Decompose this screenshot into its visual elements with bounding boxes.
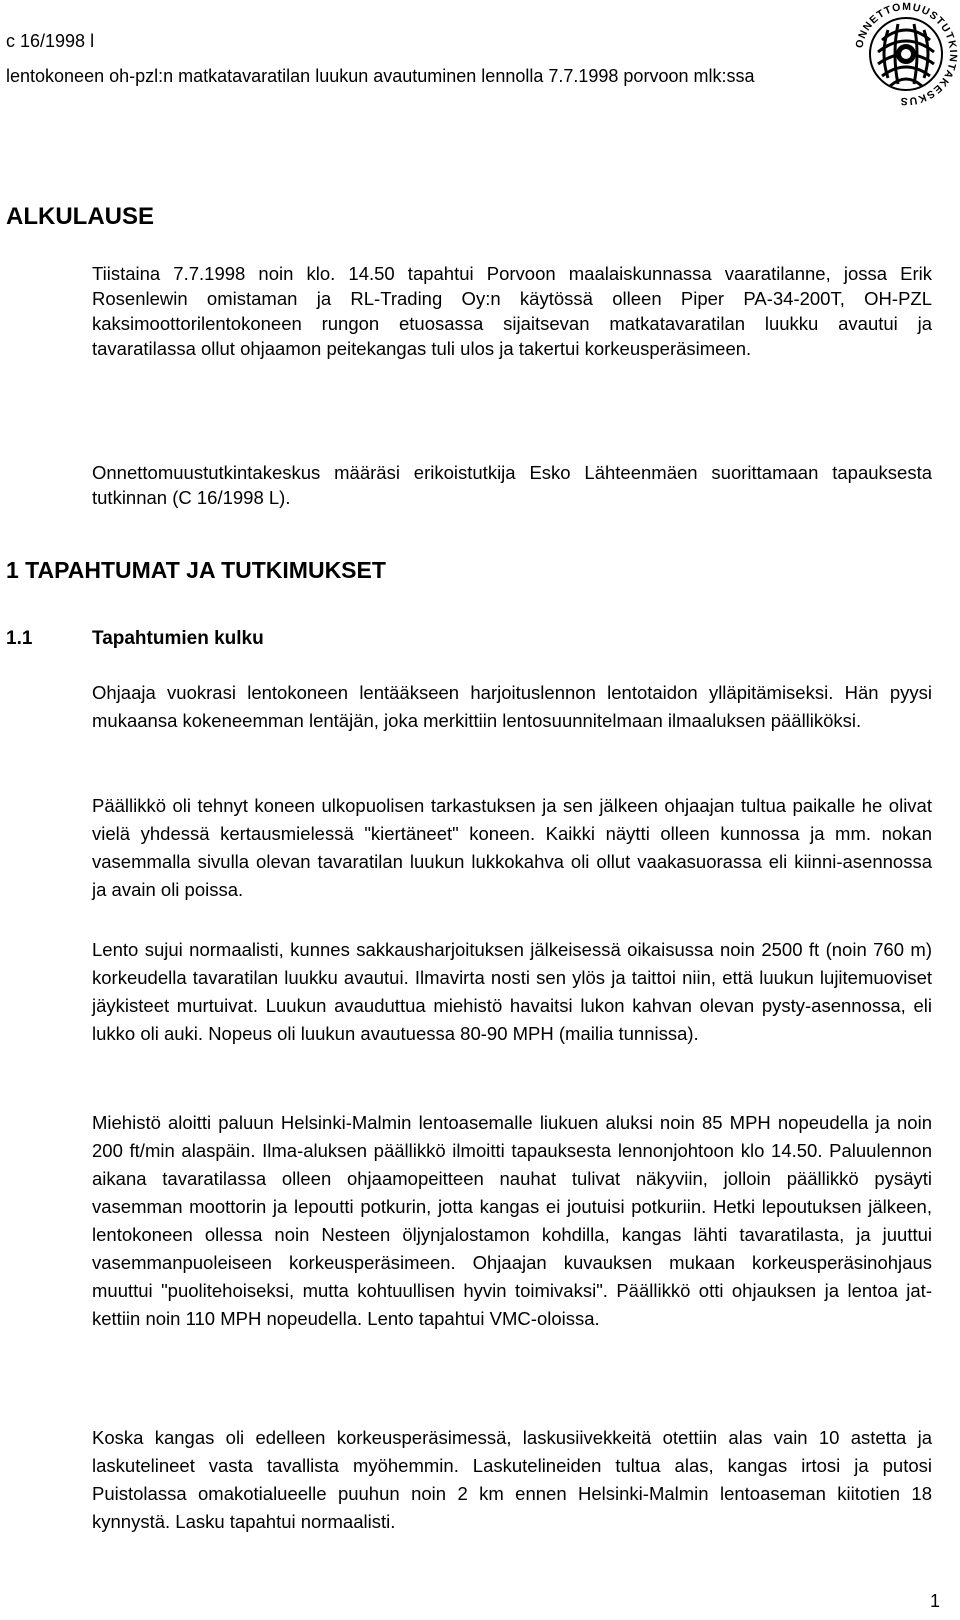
preface-paragraph: Tiistaina 7.7.1998 noin klo. 14.50 tapahtui Porvoon maalaiskunnassa vaaratilanne, jossa Erik Rosenlewin omistaman ja RL-Trading Oy:n käytössä olleen Piper PA-34-200T, OH-PZL kaksimoottorilentokoneen rungon etuosassa sijaitsevan matkatavaratilan luukku avautui ja tavaratilassa ollut ohjaamon peitekangas tuli ulos ja takertui korkeusperäsimeen. xyxy=(92,263,932,359)
body-paragraph: Päällikkö oli tehnyt koneen ulkopuolisen tarkastuksen ja sen jälkeen ohjaajan tultua paikalle he olivat vielä yhdessä kertausmielessä "kiertäneet" koneen. Kaikki näytti olleen kunnossa ja mm. nokan vasemmalla sivulla olevan tavaratilan luukun lukkokahva oli ollut vaakasuorassa eli kiinni-asennossa ja avain oli poissa. xyxy=(92,795,932,900)
body-paragraph: Koska kangas oli edelleen korkeusperäsimessä, laskusiivekkeitä otettiin alas vain 10 astetta ja laskutelineet vasta tavallista myöhemmin. Laskutelineiden tultua alas, kangas irtosi ja putosi Puistolassa omakotialueelle puuhun noin 2 km ennen Helsinki-Malmin lentoaseman kiitotien 18 kynnystä. Lasku tapahtui normaalisti. xyxy=(92,1427,932,1532)
preface-paragraph: Onnettomuustutkintakeskus määräsi erikoistutkija Esko Lähteenmäen suorittamaan tapauksesta tutkinnan (C 16/1998 L). xyxy=(92,462,932,508)
subsection-heading xyxy=(6,627,264,651)
seal-lettering: ONNETTOMUUSTUTKINTAKESKUS xyxy=(853,0,960,108)
preface-heading: ALKULAUSE xyxy=(6,203,154,230)
subsection-title: Tapahtumien kulku xyxy=(92,628,264,649)
document-header xyxy=(6,30,826,87)
section-heading: 1 TAPAHTUMAT JA TUTKIMUKSET xyxy=(6,557,386,583)
body-paragraph: Lento sujui normaalisti, kunnes sakkausharjoituksen jälkeisessä oikaisussa noin 2500 ft (noin 760 m) korkeudella tavaratilan luukku avautui. Ilmavirta nosti sen ylös ja taittoi niin, että luukun lujitemuoviset jäykisteet murtuivat. Luukun avauduttua miehistö havaitsi lukon kahvan olevan pysty-asennossa, eli lukko oli auki. Nopeus oli luukun avautuessa 80-90 MPH (mailia tunnissa). xyxy=(92,939,932,1044)
page-number: 1 xyxy=(930,1591,941,1611)
body-paragraph: Miehistö aloitti paluun Helsinki-Malmin lentoasemalle liukuen aluksi noin 85 MPH nopeudella ja noin 200 ft/min alaspäin. Ilma-aluksen päällikkö ilmoitti tapauksesta lennonjohtoon klo 14.50. Paluulennon aikana tavaratilassa olleen ohjaamopeitteen nauhat tulivat näkyviin, jolloin päällikkö pysäyti vasemman moottorin ja lepoutti potkurin, jotta kangas ei joutuisi potkuriin. Hetki lepoutuksen jälkeen, lentokoneen ollessa noin Nesteen öljynjalostamon kohdilla, kangas lähti tavaratilasta, ja juuttui vasemmanpuoleiseen korkeusperäsimeen. Ohjaajan kuvauksen mukaan korkeusperäsinohjaus muuttui "puolitehoiseksi, mutta kohtuullisen hyvin toimivaksi". Päällikkö otti ohjauksen ja lentoa jatkettiin noin 110 MPH nopeudella. Lento tapahtui VMC-oloissa. xyxy=(92,1112,932,1329)
body-paragraph: Ohjaaja vuokrasi lentokoneen lentääkseen harjoituslennon lentotaidon ylläpitämiseksi. Hän pyysi mukaansa kokeneemman lentäjän, joka merkittiin lentosuunnitelmaan ilmaaluksen päälliköksi. xyxy=(92,682,932,731)
seal-ring xyxy=(870,18,942,90)
subsection-number: 1.1 xyxy=(6,628,33,649)
case-id: c 16/1998 l xyxy=(6,31,95,51)
report-title: lentokoneen oh-pzl:n matkatavaratilan luukun avautuminen lennolla 7.7.1998 porvoon mlk:ssa xyxy=(6,66,755,86)
agency-seal-logo xyxy=(852,0,960,108)
